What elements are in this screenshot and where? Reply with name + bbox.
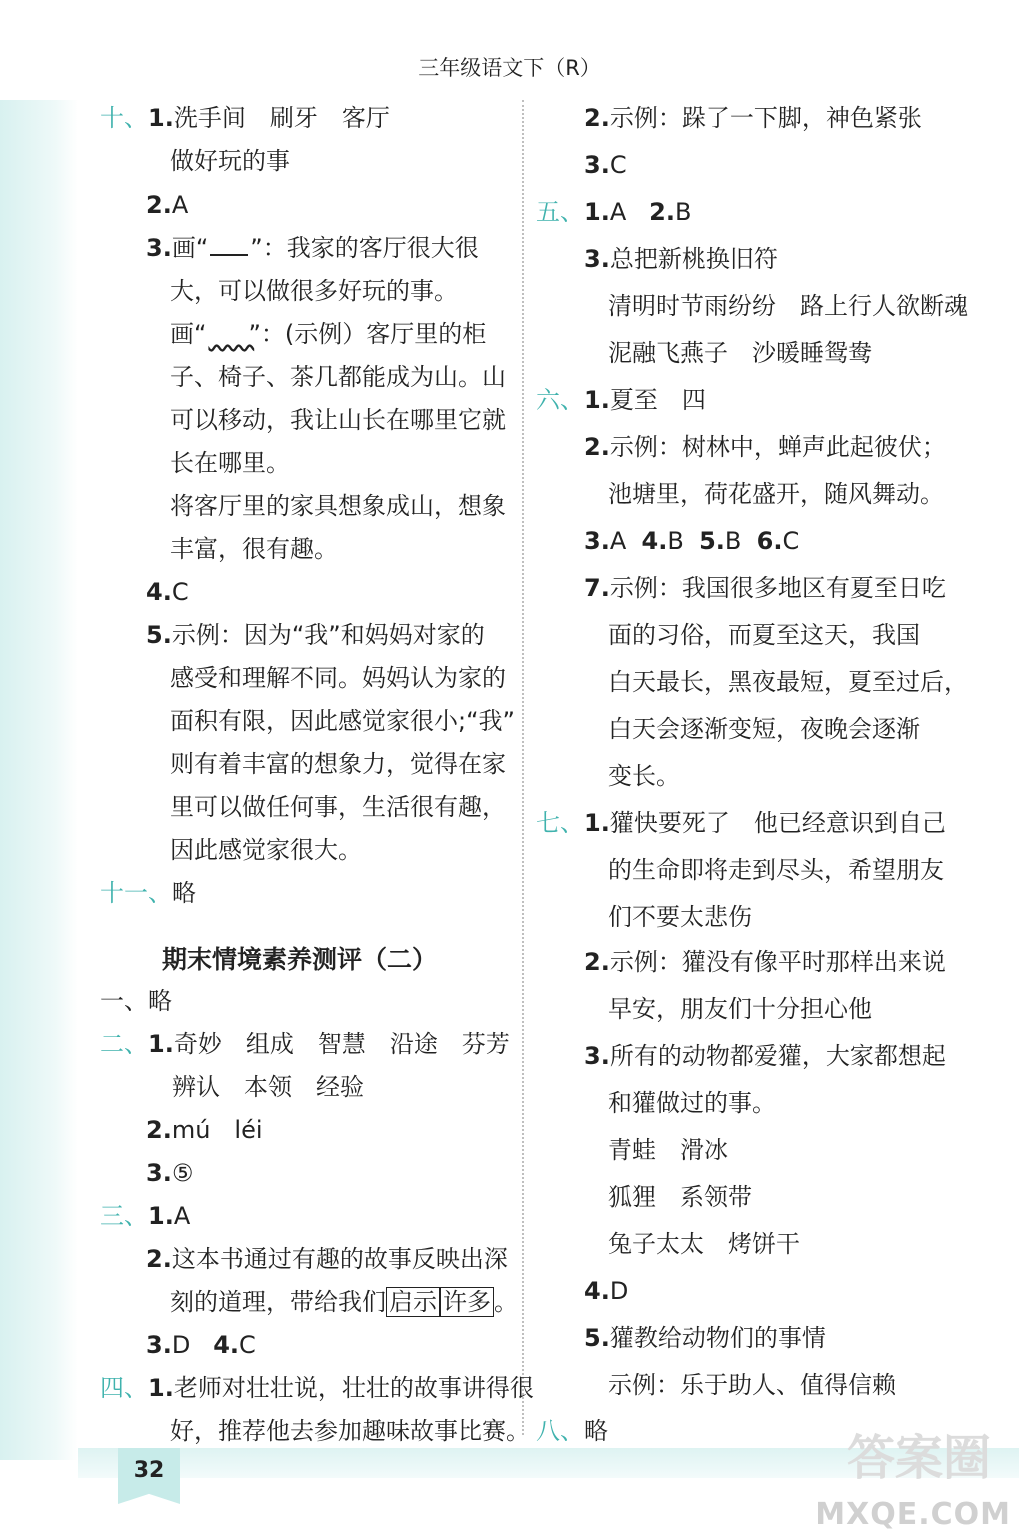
answer-line: 兔子太太 烤饼干 — [608, 1230, 800, 1258]
section-7-item-2: 2.示例：獾没有像平时那样出来说 — [584, 948, 946, 976]
test-section-1: 一、略 — [100, 987, 172, 1015]
answer-line: 泥融飞燕子 沙暖睡鸳鸯 — [608, 339, 872, 367]
section-10-item-5: 5.示例：因为“我”和妈妈对家的 — [146, 621, 485, 649]
answer-line: 因此感觉家很大。 — [170, 836, 362, 864]
answer-line: 子、椅子、茶几都能成为山。山 — [170, 363, 506, 391]
answer-line: 示例：乐于助人、值得信赖 — [608, 1371, 896, 1399]
answer-line: 做好玩的事 — [170, 147, 290, 175]
section-6-item-1: 六、1.夏至 四 — [536, 386, 706, 414]
answer-line: 好，推荐他去参加趣味故事比赛。 — [170, 1417, 530, 1445]
answer-line: 面的习俗，而夏至这天，我国 — [608, 621, 920, 649]
section-6-item-7: 7.示例：我国很多地区有夏至日吃 — [584, 574, 946, 602]
answer-line: 画“​ ”：(示例）客厅里的柜 — [170, 320, 487, 348]
section-7-item-1: 七、1.獾快要死了 他已经意识到自己 — [536, 809, 946, 837]
answer-line: 面积有限，因此感觉家很小;“我” — [170, 707, 515, 735]
section-7-item-3: 3.所有的动物都爱獾，大家都想起 — [584, 1042, 946, 1070]
answer-line: 感受和理解不同。妈妈认为家的 — [170, 664, 506, 692]
answer-line: 长在哪里。 — [170, 449, 290, 477]
answer-line: 清明时节雨纷纷 路上行人欲断魂 — [608, 292, 968, 320]
section-10-item-3: 3.画“ ”：我家的客厅很大很 — [146, 234, 479, 262]
section-10-item-1: 十、1.洗手间 刷牙 客厅 — [100, 104, 390, 132]
page-header: 三年级语文下（R） — [418, 56, 601, 80]
answer-line: 变长。 — [608, 762, 680, 790]
answer-line: 和獾做过的事。 — [608, 1089, 776, 1117]
section-4-item-3: 3.C — [584, 151, 627, 179]
answer-line: 白天最长，黑夜最短，夏至过后， — [608, 668, 968, 696]
straight-underline-mark — [210, 232, 248, 256]
boxed-word: 启示 — [386, 1287, 440, 1317]
page-number: 32 — [133, 1458, 165, 1483]
answer-line: 将客厅里的家具想象成山，想象 — [170, 492, 506, 520]
test-section-2-item-2: 2.mú léi — [146, 1116, 263, 1144]
wavy-underline-mark: ​ — [208, 320, 255, 348]
answer-line: 刻的道理，带给我们 启示 许多 。 — [170, 1288, 518, 1316]
section-10-item-2: 2.A — [146, 191, 189, 219]
watermark-logo: 答案圈 — [846, 1430, 991, 1486]
test-section-2-item-3: 3.⑤ — [146, 1159, 194, 1187]
answer-line: 池塘里，荷花盛开，随风舞动。 — [608, 480, 944, 508]
section-5-items-1-2: 五、1.A 2.B — [536, 198, 692, 226]
section-10-item-4: 4.C — [146, 578, 189, 606]
test-section-3-item-3-4: 3.D 4.C — [146, 1331, 256, 1359]
answer-line: 早安，朋友们十分担心他 — [608, 995, 872, 1023]
test-section-2-item-1: 二、1.奇妙 组成 智慧 沿途 芬芳 — [100, 1030, 510, 1058]
boxed-word: 许多 — [440, 1287, 494, 1317]
section-7-item-4: 4.D — [584, 1277, 629, 1305]
answer-line: 的生命即将走到尽头，希望朋友 — [608, 856, 944, 884]
answer-line: 白天会逐渐变短，夜晚会逐渐 — [608, 715, 920, 743]
answer-line: 辨认 本领 经验 — [172, 1073, 364, 1101]
answer-line: 里可以做任何事，生活很有趣， — [170, 793, 506, 821]
answer-line: 丰富，很有趣。 — [170, 535, 338, 563]
answer-line: 狐狸 系领带 — [608, 1183, 752, 1211]
column-divider — [522, 100, 524, 1435]
section-11: 十一、略 — [100, 879, 196, 907]
test-section-4-item-1: 四、1.老师对壮壮说，壮壮的故事讲得很 — [100, 1374, 534, 1402]
test-section-3-item-2: 2.这本书通过有趣的故事反映出深 — [146, 1245, 508, 1273]
answer-line: 可以移动，我让山长在哪里它就 — [170, 406, 506, 434]
answer-line: 们不要太悲伤 — [608, 903, 752, 931]
section-7-item-5: 5.獾教给动物们的事情 — [584, 1324, 826, 1352]
section-8: 八、略 — [536, 1417, 608, 1445]
answer-line: 青蛙 滑冰 — [608, 1136, 728, 1164]
watermark-url: MXQE.COM — [815, 1497, 1011, 1532]
section-4-item-2: 2.示例：跺了一下脚，神色紧张 — [584, 104, 922, 132]
test-section-3-item-1: 三、1.A — [100, 1202, 191, 1230]
section-5-item-3: 3.总把新桃换旧符 — [584, 245, 778, 273]
section-6-item-2: 2.示例：树林中，蝉声此起彼伏； — [584, 433, 946, 461]
answer-line: 大，可以做很多好玩的事。 — [170, 277, 458, 305]
section-6-items-3-6: 3.A 4.B 5.B 6.C — [584, 527, 800, 555]
answer-line: 则有着丰富的想象力，觉得在家 — [170, 750, 506, 778]
test-title: 期末情境素养测评（二） — [162, 945, 438, 974]
left-decorative-band — [0, 100, 78, 1460]
